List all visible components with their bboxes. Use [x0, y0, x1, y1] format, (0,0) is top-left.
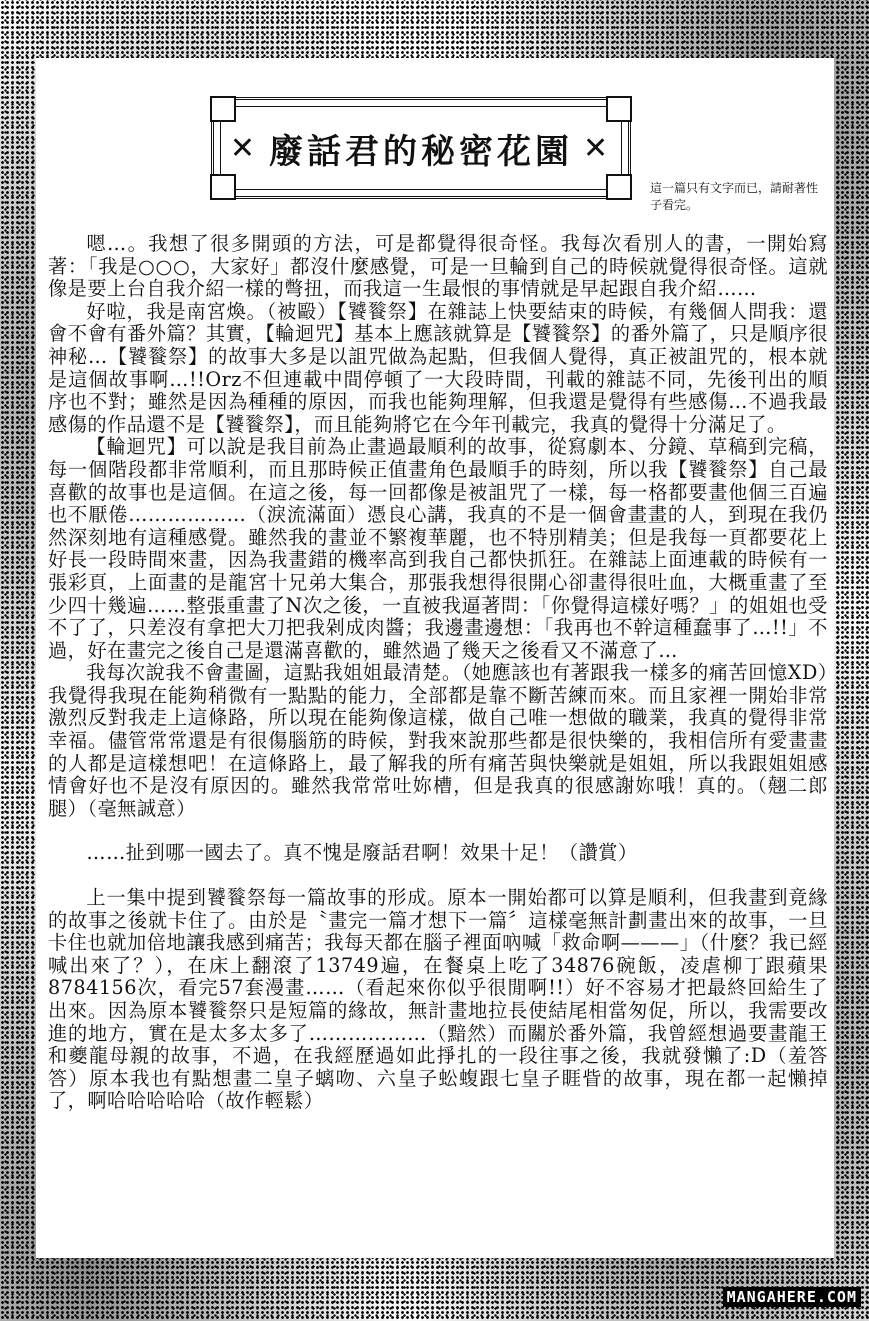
frame-corner-ornament [210, 174, 236, 200]
essay-paragraph: 嗯…。我想了很多開頭的方法，可是都覺得很奇怪。我每次看別人的書，一開始寫著：「我是○○○，大家好」都沒什麼感覺，可是一旦輪到自己的時候就覺得很奇怪。這就像是要上台自我介紹一樣的彆扭，而我這一生最恨的事情就是早起跟自我介紹…… [48, 232, 828, 301]
frame-corner-ornament [606, 174, 632, 200]
essay-body [48, 233, 828, 1113]
title-frame [211, 97, 631, 199]
essay-paragraph: 上一集中提到饕餮祭每一篇故事的形成。原本一開始都可以算是順利，但我畫到竟緣的故事之後就卡住了。由於是〝畫完一篇才想下一篇〞這樣毫無計劃畫出來的故事，一旦卡住也就加倍地讓我感到痛苦；我每天都在腦子裡面吶喊「救命啊———」（什麼？我已經喊出來了？），在床上翻滾了13749遍，在餐桌上吃了34876碗飯，凌虐柳丁跟蘋果8784156次，看完57套漫畫……（看起來你似乎很閒啊!!）好不容易才把最終回給生了出來。因為原本饕餮祭只是短篇的緣故，無計畫地拉長使結尾相當匆促，所以，我需要改進的地方，實在是太多太多了………………（黯然）而關於番外篇，我曾經想過要畫龍王和夔龍母親的故事，不過，在我經歷過如此掙扎的一段往事之後，我就發懶了:D（羞答答）原本我也有點想畫二皇子螭吻、六皇子蚣蝮跟七皇子睚眥的故事，現在都一起懶掉了，啊哈哈哈哈哈（故作輕鬆） [48, 886, 828, 1113]
frame-corner-ornament [210, 96, 236, 122]
flower-ornament-icon: ✕ [229, 130, 259, 166]
side-note: 這一篇只有文字而已，請耐著性子看完。 [650, 181, 819, 212]
essay-paragraph: 好啦，我是南宮煥。（被毆）【饕餮祭】在雜誌上快要結束的時候，有幾個人問我：還會不會有番外篇？其實，【輪迴咒】基本上應該就算是【饕餮祭】的番外篇了，只是順序很神秘…【饕餮祭】的故事大多是以詛咒做為起點，但我個人覺得，真正被詛咒的，根本就是這個故事啊…!!Orz不但連載中間停頓了一大段時間，刊載的雜誌不同，先後刊出的順序也不對；雖然是因為種種的原因，而我也能夠理解，但我還是覺得有些感傷…不過我最感傷的作品還不是【饕餮祭】，而且能夠將它在今年刊載完，我真的覺得十分滿足了。 [48, 299, 828, 436]
page-title-row [230, 124, 612, 173]
essay-paragraph: 我每次說我不會畫圖，這點我姐姐最清楚。（她應該也有著跟我一樣多的痛苦回憶XD）我覺得我現在能夠稍微有一點點的能力，全部都是靠不斷苦練而來。而且家裡一開始非常激烈反對我走上這條路，所以現在能夠像這樣，做自己唯一想做的職業，我真的覺得非常幸福。儘管常常還是有很傷腦筋的時候，對我來說那些都是很快樂的，我相信所有愛畫畫的人都是這樣想吧！在這條路上，最了解我的所有痛苦與快樂就是姐姐，所以我跟姐姐感情會好也不是沒有原因的。雖然我常常吐妳槽，但是我真的很感謝妳哦！真的。（翹二郎腿）（毫無誠意） [48, 661, 828, 820]
site-watermark: MANGAHERE.COM [723, 1287, 861, 1307]
frame-corner-ornament [606, 96, 632, 122]
essay-paragraph: 【輪迴咒】可以說是我目前為止畫過最順利的故事，從寫劇本、分鏡、草稿到完稿，每一個階段都非常順利，而且那時候正值畫角色最順手的時刻，所以我【饕餮祭】自己最喜歡的故事也是這個。在這之後，每一回都像是被詛咒了一樣，每一格都要畫他個三百遍也不厭倦………………（淚流滿面）憑良心講，我真的不是一個會畫畫的人，到現在我仍然深刻地有這種感覺。雖然我的畫並不繁複華麗，也不特別精美；但是我每一頁都要花上好長一段時間來畫，因為我畫錯的機率高到我自己都快抓狂。在雜誌上面連載的時候有一張彩頁，上面畫的是龍宮十兄弟大集合，那張我想得很開心卻畫得很吐血，大概重畫了至少四十幾遍……整張重畫了N次之後，一直被我逼著問：「你覺得這樣好嗎？」的姐姐也受不了了，只差沒有拿把大刀把我剁成肉醬；我邊畫邊想：「我再也不幹這種蠢事了…!!」不過，好在畫完之後自己是還滿喜歡的，雖然過了幾天之後看又不滿意了… [48, 435, 828, 662]
flower-ornament-icon: ✕ [583, 130, 613, 166]
page-title: 廢話君的秘密花園 [269, 131, 573, 172]
essay-paragraph: ……扯到哪一國去了。真不愧是廢話君啊！效果十足！（讚賞） [86, 841, 638, 865]
